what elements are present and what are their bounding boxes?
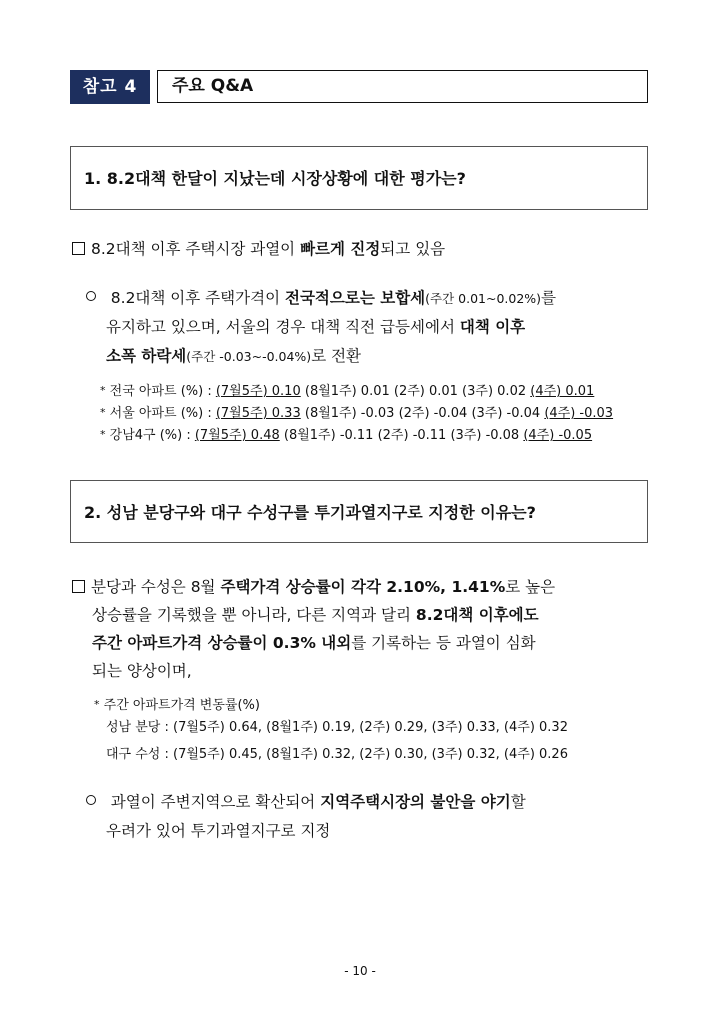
section-badge: 참고 4 <box>70 70 150 104</box>
q2-para-line-1: 분당과 수성은 8월 주택가격 상승률이 각각 2.10%, 1.41%로 높은 <box>72 573 555 601</box>
q2-note-row-daegu: 대구 수성 : (7월5주) 0.45, (8월1주) 0.32, (2주) 0.30, (3주) 0.32, (4주) 0.26 <box>106 747 568 762</box>
q1-sub-line-2: 유지하고 있으며, 서울의 경우 대책 직전 급등세에서 대책 이후 <box>106 318 526 336</box>
q1-note-gangnam: * 강남4구 (%) : (7월5주) 0.48 (8월1주) -0.11 (2주) -0.11 (3주) -0.08 (4주) -0.05 <box>100 428 593 443</box>
circle-bullet-icon <box>86 291 96 301</box>
square-bullet-icon <box>72 580 85 593</box>
q2-note-title: * 주간 아파트가격 변동률(%) <box>94 698 260 713</box>
question-2-title: 2. 성남 분당구와 대구 수성구를 투기과열지구로 지정한 이유는? <box>84 503 536 522</box>
q2-para-line-4: 되는 양상이며, <box>92 662 192 680</box>
q1-sub-line-1: 8.2대책 이후 주택가격이 전국적으로는 보합세(주간 0.01~0.02%)를 <box>86 284 556 313</box>
circle-bullet-icon <box>86 795 96 805</box>
q1-note-seoul: * 서울 아파트 (%) : (7월5주) 0.33 (8월1주) -0.03 (2주) -0.04 (3주) -0.04 (4주) -0.03 <box>100 406 614 421</box>
question-1-title: 1. 8.2대책 한달이 지났는데 시장상황에 대한 평가는? <box>84 169 466 188</box>
q1-note-national: * 전국 아파트 (%) : (7월5주) 0.10 (8월1주) 0.01 (2주) 0.01 (3주) 0.02 (4주) 0.01 <box>100 384 595 399</box>
q2-para2-line-1: 과열이 주변지역으로 확산되어 지역주택시장의 불안을 야기할 <box>86 788 526 816</box>
q2-para2-line-2: 우려가 있어 투기과열지구로 지정 <box>106 822 331 840</box>
q1-main-point: 8.2대책 이후 주택시장 과열이 빠르게 진정되고 있음 <box>72 235 445 263</box>
square-bullet-icon <box>72 242 85 255</box>
page-number: - 10 - <box>344 964 376 978</box>
q2-para-line-3: 주간 아파트가격 상승률이 0.3% 내외를 기록하는 등 과열이 심화 <box>92 634 536 652</box>
q2-note-row-seongnam: 성남 분당 : (7월5주) 0.64, (8월1주) 0.19, (2주) 0.29, (3주) 0.33, (4주) 0.32 <box>106 720 568 735</box>
section-title: 주요 Q&A <box>172 76 254 96</box>
q1-sub-line-3: 소폭 하락세(주간 -0.03~-0.04%)로 전환 <box>106 347 362 365</box>
q2-para-line-2: 상승률을 기록했을 뿐 아니라, 다른 지역과 달리 8.2대책 이후에도 <box>92 606 539 624</box>
